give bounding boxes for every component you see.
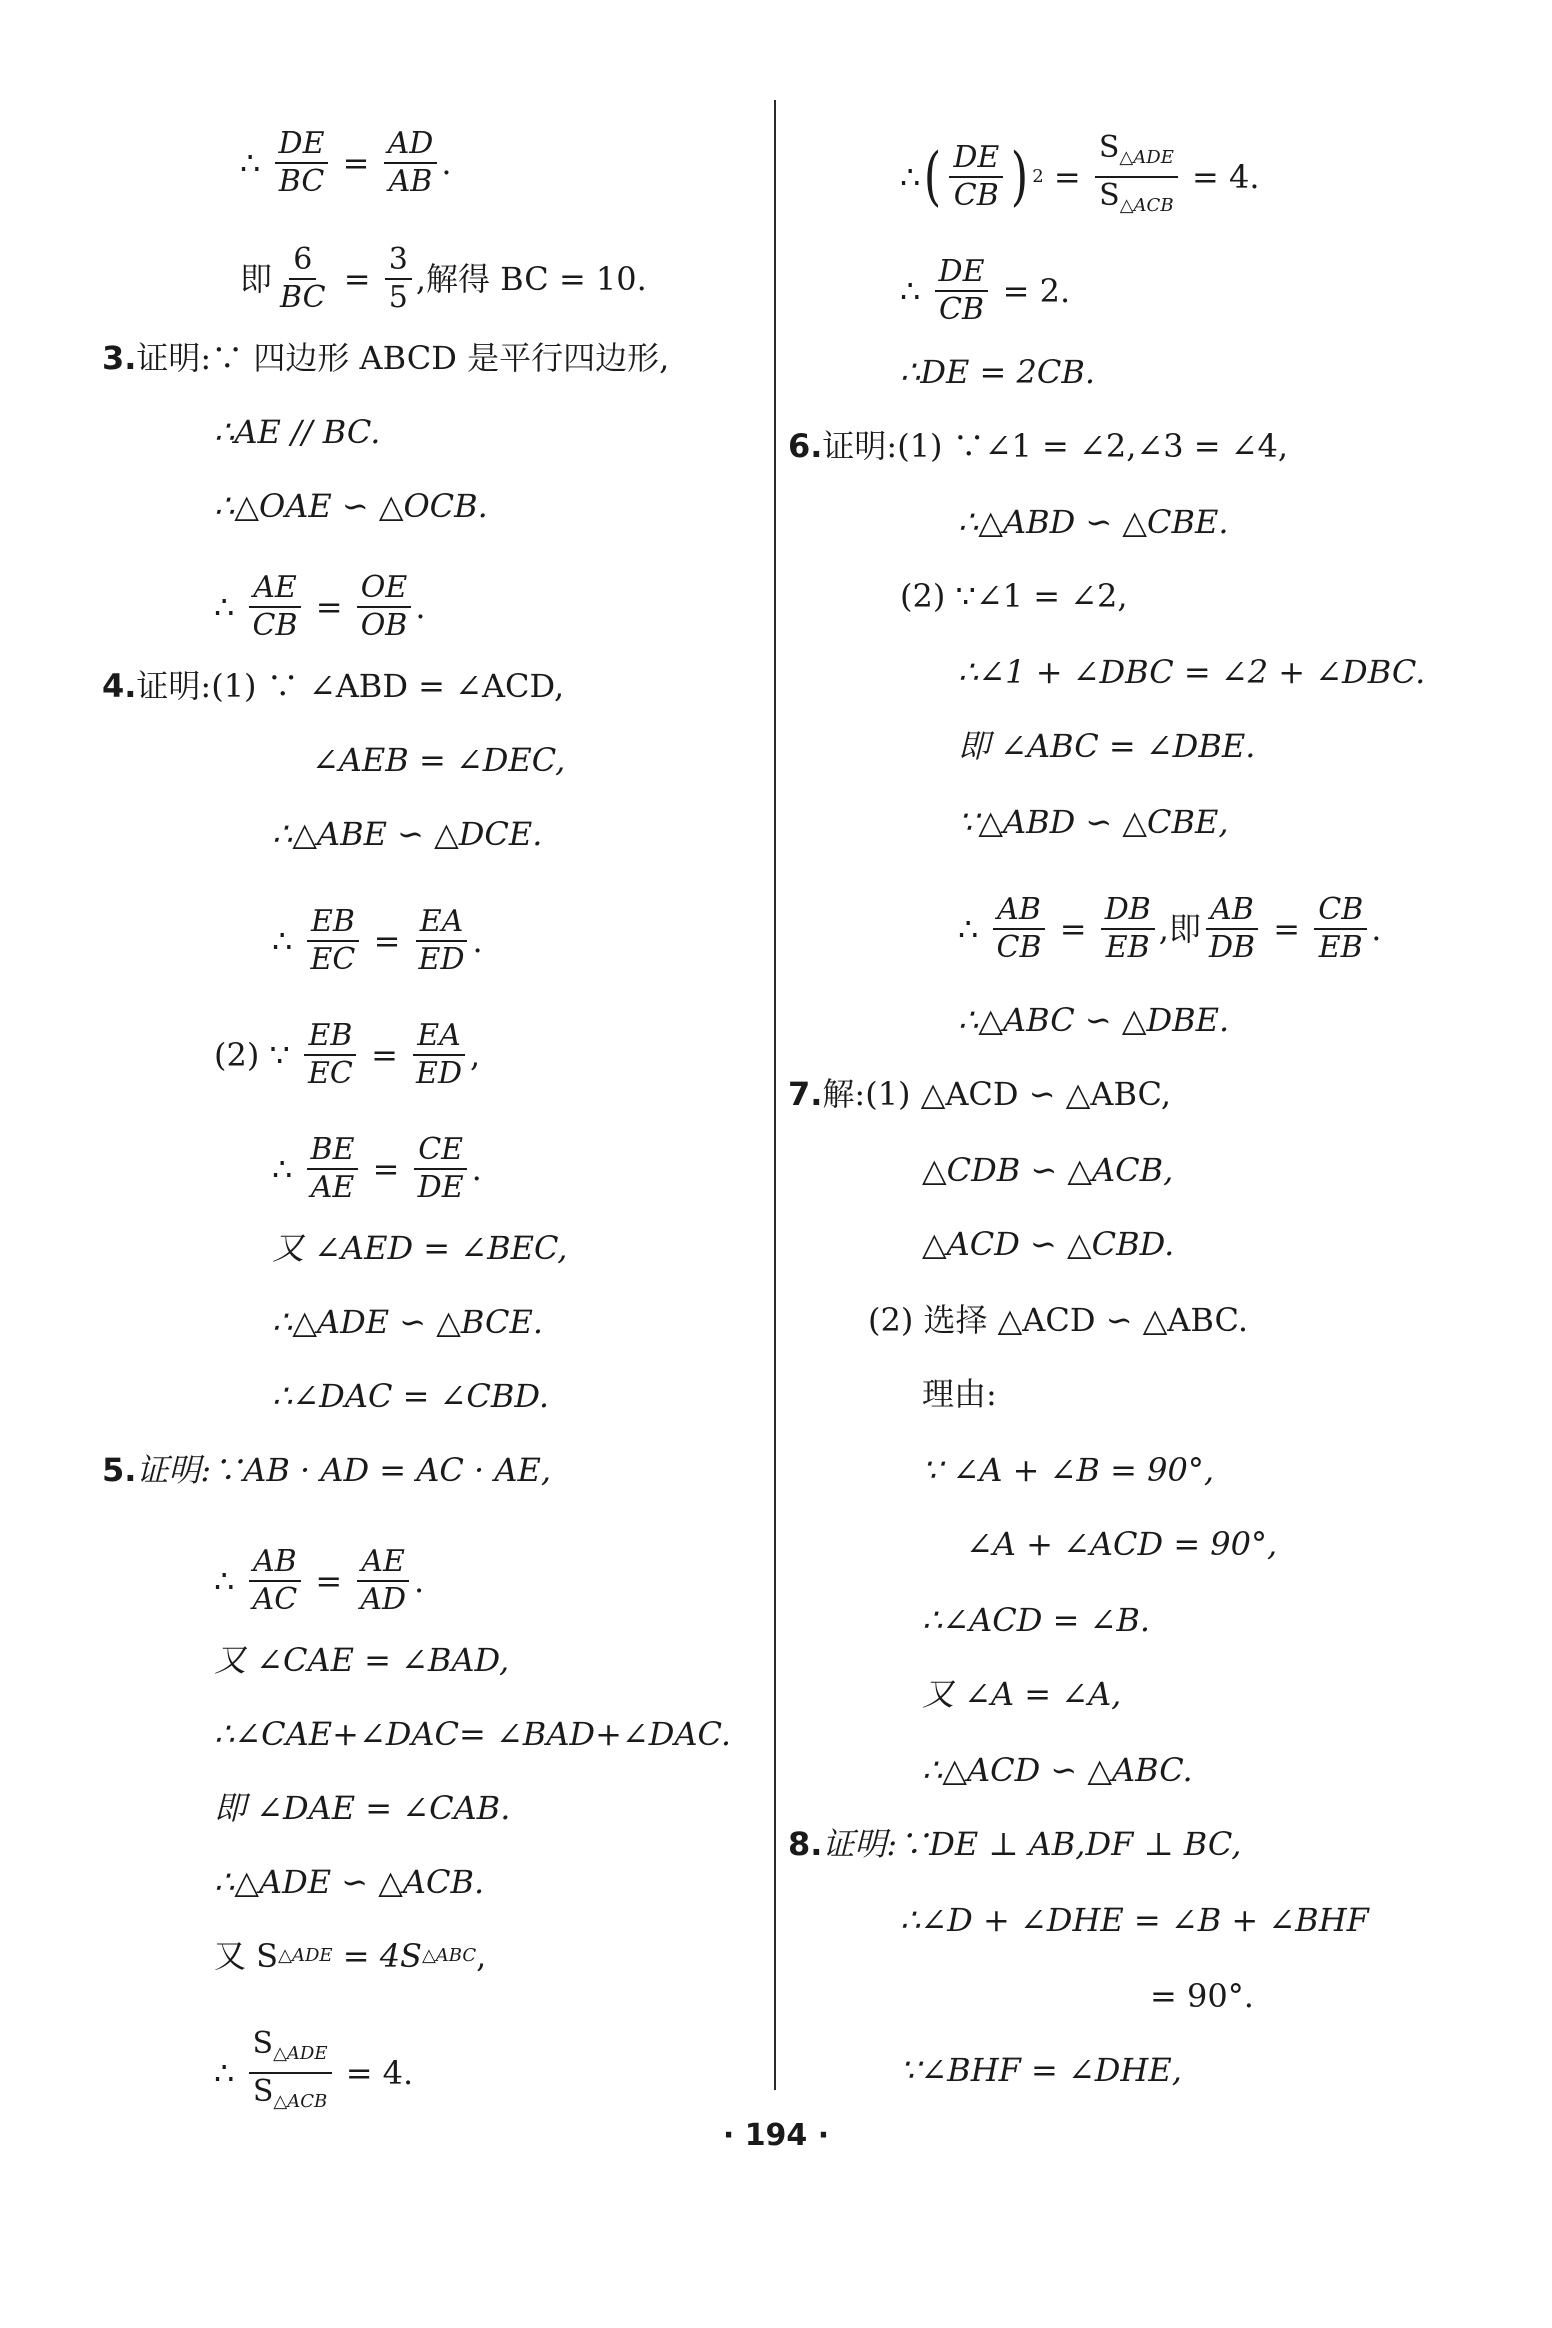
fraction: $\frac{AB}{CB}$ — [993, 892, 1046, 966]
line: ∴ ( $\frac{DE}{CB}$ ) 2 = $\frac{S_{\triangle ADE}}{S_{\triangle ACB}}$ = 4. — [900, 130, 1260, 224]
line: ∴△OAE ∽ △OCB. — [214, 487, 488, 525]
line: △CDB ∽ △ACB, — [922, 1151, 1174, 1189]
line: ∵△ABD ∽ △CBE, — [958, 803, 1229, 841]
line: ∵∠BHF = ∠DHE, — [900, 2051, 1182, 2089]
line: 即 ∠DAE = ∠CAB. — [214, 1789, 511, 1827]
fraction: $\frac{3}{5}$ — [385, 242, 412, 316]
item-number: 5. — [102, 1451, 137, 1489]
fraction: $\frac{DE}{CB}$ — [935, 254, 989, 328]
line: 又 ∠CAE = ∠BAD, — [214, 1641, 510, 1679]
line: 又 ∠A = ∠A, — [922, 1675, 1122, 1713]
fraction: $\frac{AB}{DB}$ — [1205, 892, 1259, 966]
line: ∴△ABC ∽ △DBE. — [958, 1001, 1230, 1039]
line: ∴△ADE ∽ △ACB. — [214, 1863, 485, 1901]
fraction: $\frac{DB}{EB}$ — [1101, 892, 1155, 966]
line: △ACD ∽ △CBD. — [922, 1225, 1175, 1263]
line: ∴ $\frac{DE}{BC}$ = $\frac{AD}{AB}$ . — [240, 126, 452, 199]
fraction: $\frac{OE}{OB}$ — [357, 570, 412, 644]
fraction: $\frac{EB}{EC}$ — [307, 904, 360, 978]
line: ∴△ADE ∽ △BCE. — [272, 1303, 543, 1341]
line: 8. 证明:∵DE ⊥ AB,DF ⊥ BC, — [788, 1825, 1242, 1863]
item-number: 4. — [102, 667, 137, 705]
line: ∴ $\frac{AE}{CB}$ = $\frac{OE}{OB}$ . — [214, 570, 426, 643]
line: (2) ∵∠1 = ∠2, — [900, 577, 1128, 615]
page-number: · 194 · — [722, 2118, 830, 2153]
fraction: $\frac{EA}{ED}$ — [415, 904, 469, 978]
line: = 90°. — [1150, 1977, 1254, 2015]
line: ∴∠DAC = ∠CBD. — [272, 1377, 550, 1415]
fraction: $\frac{BE}{AE}$ — [307, 1132, 359, 1206]
line: ∴ $\frac{AB}{CB}$ = $\frac{DB}{EB}$ ,即 $\frac{AB}{DB}$ = $\frac{CB}{EB}$ . — [958, 892, 1382, 965]
line: ∠AEB = ∠DEC, — [312, 741, 566, 779]
fraction: $\frac{AE}{CB}$ — [249, 570, 302, 644]
fraction: $\frac{EB}{EC}$ — [304, 1018, 357, 1092]
line: ∴DE = 2CB. — [900, 353, 1096, 391]
fraction: $\frac{CB}{EB}$ — [1314, 892, 1367, 966]
line: ∴△ACD ∽ △ABC. — [922, 1751, 1193, 1789]
line: 3. 证明:∵ 四边形 ABCD 是平行四边形, — [102, 339, 670, 377]
line: 又 S △ADE = 4S △ABC , — [214, 1937, 487, 1975]
line: 又 ∠AED = ∠BEC, — [272, 1229, 568, 1267]
fraction: $\frac{DE}{BC}$ — [275, 126, 329, 200]
fraction: $\frac{AE}{AD}$ — [356, 1544, 410, 1618]
line: (2) ∵ $\frac{EB}{EC}$ = $\frac{EA}{ED}$ , — [214, 1018, 481, 1091]
line: ∴ $\frac{DE}{CB}$ = 2. — [900, 254, 1071, 327]
item-number: 7. — [788, 1075, 823, 1113]
line: ∴ $\frac{BE}{AE}$ = $\frac{CE}{DE}$ . — [272, 1132, 482, 1205]
item-number: 8. — [788, 1825, 823, 1863]
fraction: $\frac{AD}{AB}$ — [384, 126, 438, 200]
line: ∴∠1 + ∠DBC = ∠2 + ∠DBC. — [958, 653, 1426, 691]
fraction: $\frac{DE}{CB}$ — [949, 140, 1003, 214]
line: 5. 证明:∵AB · AD = AC · AE, — [102, 1451, 552, 1489]
line: ∴AE // BC. — [214, 413, 381, 451]
line: 即 $\frac{6}{BC}$ = $\frac{3}{5}$ ,解得 BC = 10. — [240, 242, 647, 315]
fraction: $\frac{S_{\triangle ADE}}{S_{\triangle ACB}}$ — [249, 2026, 332, 2120]
line: ∠A + ∠ACD = 90°, — [966, 1525, 1278, 1563]
line: ∴∠ACD = ∠B. — [922, 1601, 1151, 1639]
item-number: 6. — [788, 427, 823, 465]
column-divider — [774, 100, 776, 2090]
line: ∴ $\frac{AB}{AC}$ = $\frac{AE}{AD}$ . — [214, 1544, 425, 1617]
line: ∴ $\frac{EB}{EC}$ = $\frac{EA}{ED}$ . — [272, 904, 483, 977]
line: ∴∠CAE+∠DAC= ∠BAD+∠DAC. — [214, 1715, 731, 1753]
line: 理由: — [922, 1375, 997, 1413]
line: ∴△ABE ∽ △DCE. — [272, 815, 543, 853]
line: 6. 证明:(1) ∵∠1 = ∠2,∠3 = ∠4, — [788, 427, 1289, 465]
line: ∵ ∠A + ∠B = 90°, — [922, 1451, 1214, 1489]
item-number: 3. — [102, 339, 137, 377]
fraction: $\frac{6}{BC}$ — [280, 242, 326, 315]
line: ∴∠D + ∠DHE = ∠B + ∠BHF — [900, 1901, 1369, 1939]
line: ∴ $\frac{S_{\triangle ADE}}{S_{\triangle ACB}}$ = 4. — [214, 2026, 413, 2120]
fraction: $\frac{EA}{ED}$ — [412, 1018, 466, 1092]
line: 即 ∠ABC = ∠DBE. — [958, 727, 1256, 765]
fraction: $\frac{S_{\triangle ADE}}{S_{\triangle ACB}}$ — [1095, 130, 1178, 224]
line: 4. 证明:(1) ∵ ∠ABD = ∠ACD, — [102, 667, 565, 705]
line: (2) 选择 △ACD ∽ △ABC. — [868, 1301, 1249, 1339]
fraction: $\frac{CE}{DE}$ — [414, 1132, 468, 1206]
line: ∴△ABD ∽ △CBE. — [958, 503, 1229, 541]
line: 7. 解:(1) △ACD ∽ △ABC, — [788, 1075, 1172, 1113]
fraction: $\frac{AB}{AC}$ — [249, 1544, 302, 1618]
